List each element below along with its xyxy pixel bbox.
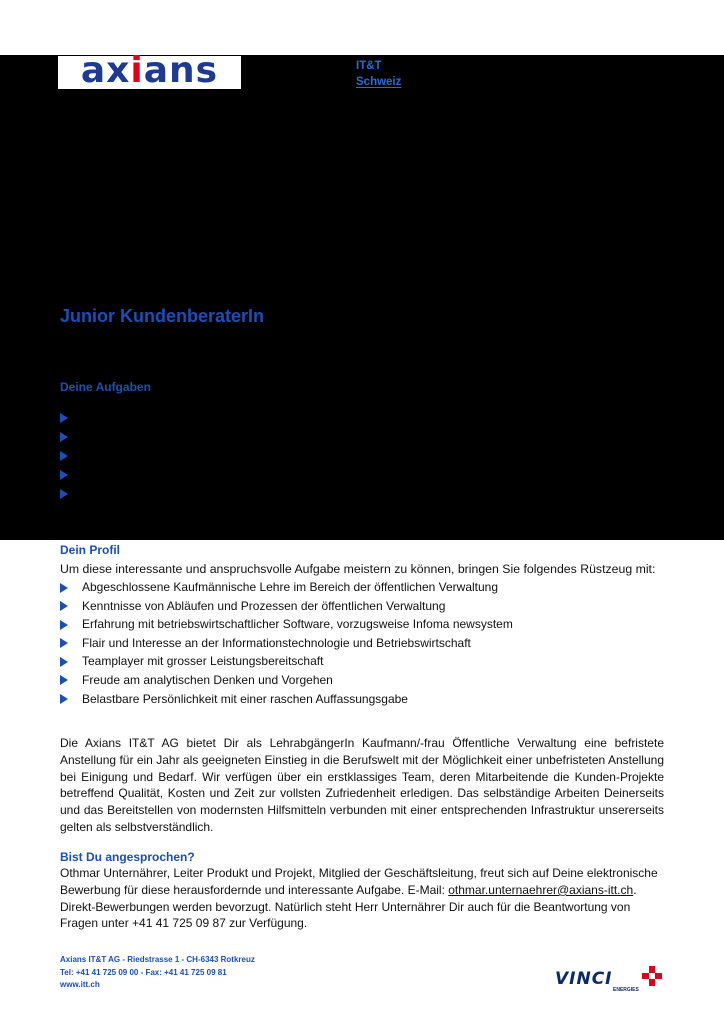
bullet-arrow-icon [60, 675, 68, 685]
bullet-arrow-icon [60, 620, 68, 630]
axians-logo [58, 50, 241, 91]
contact-paragraph: Othmar Unternährer, Leiter Produkt und Projekt, Mitglied der Geschäftsleitung, freut sich auf Deine elektronische Bewerbung für diese herausfordernde und interessante Aufgabe. E-Mail: othmar.unternaehrer@axians-itt.ch. Direkt-Bewerbungen werden bevorzugt. Natürlich steht Herr Unternährer Dir auch für die Beantwortung von Fragen unter +41 41 725 09 87 zur Verfügung. [60, 866, 658, 931]
contact-heading: Bist Du angesprochen? [60, 850, 195, 864]
region-line-2: Schweiz [356, 76, 402, 88]
task-bullet-icon [60, 413, 68, 423]
job-title: Junior KundenberaterIn [60, 306, 265, 326]
profile-heading: Dein Profil [60, 543, 121, 557]
footer-website: www.itt.ch [60, 980, 100, 989]
logo-accent-letter: i [130, 50, 144, 91]
task-bullet-icon [60, 489, 68, 499]
profile-list-item: Abgeschlossene Kaufmännische Lehre im Bereich der öffentlichen Verwaltung [60, 578, 513, 597]
footer-address: Axians IT&T AG - Riedstrasse 1 - CH-6343 Rotkreuz [60, 955, 255, 964]
bullet-arrow-icon [60, 583, 68, 593]
task-bullet-icon [60, 451, 68, 461]
axians-logo-text: axians [80, 50, 219, 91]
region-line-1: IT&T [356, 60, 382, 72]
bullet-arrow-icon [60, 638, 68, 648]
profile-list-item: Teamplayer mit grosser Leistungsbereitschaft [60, 652, 513, 671]
contact-email-link[interactable]: othmar.unternaehrer@axians-itt.ch [448, 882, 634, 897]
vinci-cross-icon [641, 965, 663, 989]
vinci-logo-text: VINCI [555, 969, 613, 989]
bullet-arrow-icon [60, 601, 68, 611]
tasks-heading: Deine Aufgaben [60, 380, 151, 394]
footer-phone: Tel: +41 41 725 09 00 - Fax: +41 41 725 09 81 [60, 967, 227, 977]
region-label [356, 58, 401, 90]
profile-list-item: Belastbare Persönlichkeit mit einer raschen Auffassungsgabe [60, 690, 513, 709]
vinci-energies-logo [555, 965, 665, 995]
offer-paragraph: Die Axians IT&T AG bietet Dir als LehrabgängerIn Kaufmann/-frau Öffentliche Verwaltung eine befristete Anstellung für ein Jahr als geeigneten Einstieg in die Berufswelt mit der Möglichkeit einer unbefristeten Anstellung bei Einigung und Bedarf. Wir verfügen über ein erstklassiges Team, deren Mitarbeitende die Kunden-Projekte betreffend Qualität, Kosten und Zeit zur vollsten Zufriedenheit erledigen. Das selbständige Arbeiten Deinerseits und das Bereitstellen von modernsten Hilfsmitteln verbunden mit einer entsprechenden Infrastruktur unsererseits gelten als selbstverständlich. [60, 736, 664, 834]
profile-list-item: Freude am analytischen Denken und Vorgehen [60, 671, 513, 690]
profile-list-item: Flair und Interesse an der Informationstechnologie und Betriebswirtschaft [60, 634, 513, 653]
profile-list-item: Erfahrung mit betriebswirtschaftlicher Software, vorzugsweise Infoma newsystem [60, 615, 513, 634]
vinci-logo-subtext: ENERGIES [613, 987, 639, 993]
page-top-margin [0, 0, 724, 55]
profile-list-item: Kenntnisse von Abläufen und Prozessen der öffentlichen Verwaltung [60, 597, 513, 616]
bullet-arrow-icon [60, 657, 68, 667]
task-bullet-icon [60, 470, 68, 480]
profile-intro: Um diese interessante und anspruchsvolle Aufgabe meistern zu können, bringen Sie folgendes Rüstzeug mit: [60, 562, 656, 576]
bullet-arrow-icon [60, 694, 68, 704]
profile-list [60, 578, 513, 708]
footer [60, 954, 255, 992]
redacted-header-block [0, 55, 724, 540]
task-bullet-icon [60, 432, 68, 442]
